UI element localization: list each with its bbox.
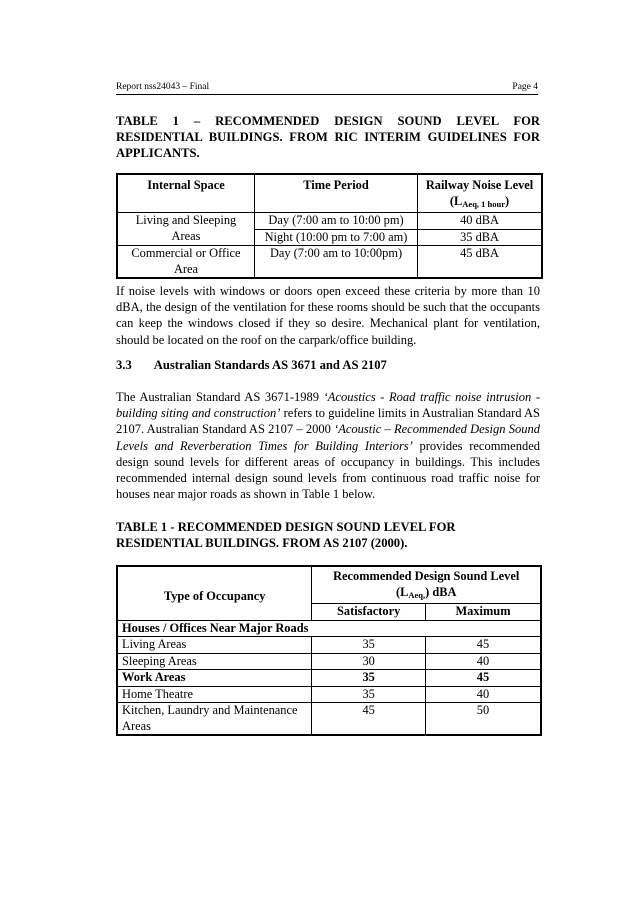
page-number: Page 4 <box>512 82 538 92</box>
standard-title-as3671: ‘Acoustics - Road traffic noise intrusion - building siting and construction’ <box>116 390 540 421</box>
table-row <box>117 686 541 703</box>
cell-type: Sleeping Areas <box>117 653 312 670</box>
table2-caption <box>116 519 540 551</box>
cell-space-line1: Commercial or Office <box>131 246 241 260</box>
cell-level: 35 dBA <box>418 229 542 246</box>
cell-level: 40 dBA <box>418 213 542 230</box>
page-header <box>116 82 538 95</box>
cell-type <box>117 703 312 736</box>
paragraph-text: If noise levels with windows or doors open exceed these criteria by more than 10 dBA, the design of the ventilation for these rooms should be such that the occupants can keep the windows closed if they so desire. Mechanical plant for ventilation, should be located on the roof on the carpark/office building. <box>116 284 540 347</box>
unit-subscript: Aeq, <box>408 589 426 600</box>
cell-period-night: Night (10:00 pm to 7:00 am) <box>254 229 417 246</box>
cell-maximum: 45 <box>425 670 541 687</box>
text-run: provides recommended design sound levels for different areas of occupancy in buildings. This includes recommended internal design sound levels from continuous road traffic noise for houses near major roads as shown in Table 1 below. <box>116 438 540 502</box>
cell-space-line2: Areas <box>171 228 201 243</box>
section-heading-text <box>116 358 540 373</box>
cell-space-commercial <box>117 246 254 279</box>
cell-type-line1: Kitchen, Laundry and Maintenance <box>122 703 298 717</box>
cell-satisfactory: 35 <box>312 637 426 654</box>
header-type-of-occupancy: Type of Occupancy <box>117 566 312 620</box>
text-run: The Australian Standard AS 3671-1989 <box>116 390 324 404</box>
header-recommended-unit <box>316 585 536 604</box>
header-internal-space: Internal Space <box>117 174 254 213</box>
section-number: 3.3 <box>116 358 132 372</box>
table-row <box>117 703 541 736</box>
table2-group-row <box>117 620 541 637</box>
table1-header-row <box>117 174 542 213</box>
section-title: Australian Standards AS 3671 and AS 2107 <box>153 358 387 372</box>
table-row <box>117 653 541 670</box>
table2-title-line2: RESIDENTIAL BUILDINGS. FROM AS 2107 (2000). <box>116 536 408 550</box>
cell-space-line1: Living and Sleeping <box>135 213 237 227</box>
header-railway-noise-unit <box>422 194 537 213</box>
table-row <box>117 637 541 654</box>
cell-level: 45 dBA <box>418 246 542 279</box>
unit-close: ) <box>505 193 510 208</box>
table1-caption <box>116 113 540 161</box>
cell-period-day: Day (7:00 am to 10:00 pm) <box>254 213 417 230</box>
cell-maximum: 40 <box>425 653 541 670</box>
cell-period-day: Day (7:00 am to 10:00pm) <box>254 246 417 279</box>
text-run: refers to guideline limits in Australian Standard AS 2107. Australian Standard AS 2107 – 2000 <box>116 406 541 437</box>
standard-title-as2107: ‘Acoustic – Recommended Design Sound Levels and Reverberation Times for Building Interiors’ <box>116 422 540 453</box>
group-houses-offices: Houses / Offices Near Major Roads <box>117 620 541 637</box>
table1-title: TABLE 1 – RECOMMENDED DESIGN SOUND LEVEL FOR RESIDENTIAL BUILDINGS. FROM RIC INTERIM GUIDELINES FOR APPLICANTS. <box>116 114 540 160</box>
cell-type: Living Areas <box>117 637 312 654</box>
cell-type: Home Theatre <box>117 686 312 703</box>
header-recommended-level <box>312 566 541 604</box>
cell-maximum: 40 <box>425 686 541 703</box>
section-heading <box>116 358 540 373</box>
header-railway-noise-level <box>418 174 542 213</box>
cell-maximum: 45 <box>425 637 541 654</box>
cell-type-line2: Areas <box>122 718 151 733</box>
cell-satisfactory: 35 <box>312 686 426 703</box>
paragraph-ventilation <box>116 283 540 348</box>
table-row <box>117 213 542 230</box>
cell-satisfactory: 30 <box>312 653 426 670</box>
cell-type: Work Areas <box>117 670 312 687</box>
header-railway-noise-title: Railway Noise Level <box>425 178 534 192</box>
cell-space-line2: Area <box>173 261 199 276</box>
header-time-period: Time Period <box>254 174 417 213</box>
header-maximum: Maximum <box>425 604 541 621</box>
table-row <box>117 670 541 687</box>
report-id: Report nss24043 – Final <box>116 82 210 92</box>
paragraph-text <box>116 389 540 502</box>
cell-satisfactory: 35 <box>312 670 426 687</box>
unit-close: ) dBA <box>425 584 457 599</box>
paragraph-standards <box>116 389 540 502</box>
unit-subscript: Aeq, 1 hour <box>462 198 506 209</box>
cell-satisfactory: 45 <box>312 703 426 736</box>
table-as2107 <box>116 565 542 736</box>
table2-header-row <box>117 566 541 604</box>
header-recommended-title: Recommended Design Sound Level <box>333 569 520 583</box>
table-ric-guidelines <box>116 173 543 279</box>
cell-maximum: 50 <box>425 703 541 736</box>
table2-title-line1: TABLE 1 - RECOMMENDED DESIGN SOUND LEVEL FOR <box>116 520 456 534</box>
table-row <box>117 246 542 279</box>
unit-open: (L <box>395 584 409 599</box>
cell-space-living-sleeping <box>117 213 254 246</box>
header-satisfactory: Satisfactory <box>312 604 426 621</box>
unit-open: (L <box>449 193 463 208</box>
